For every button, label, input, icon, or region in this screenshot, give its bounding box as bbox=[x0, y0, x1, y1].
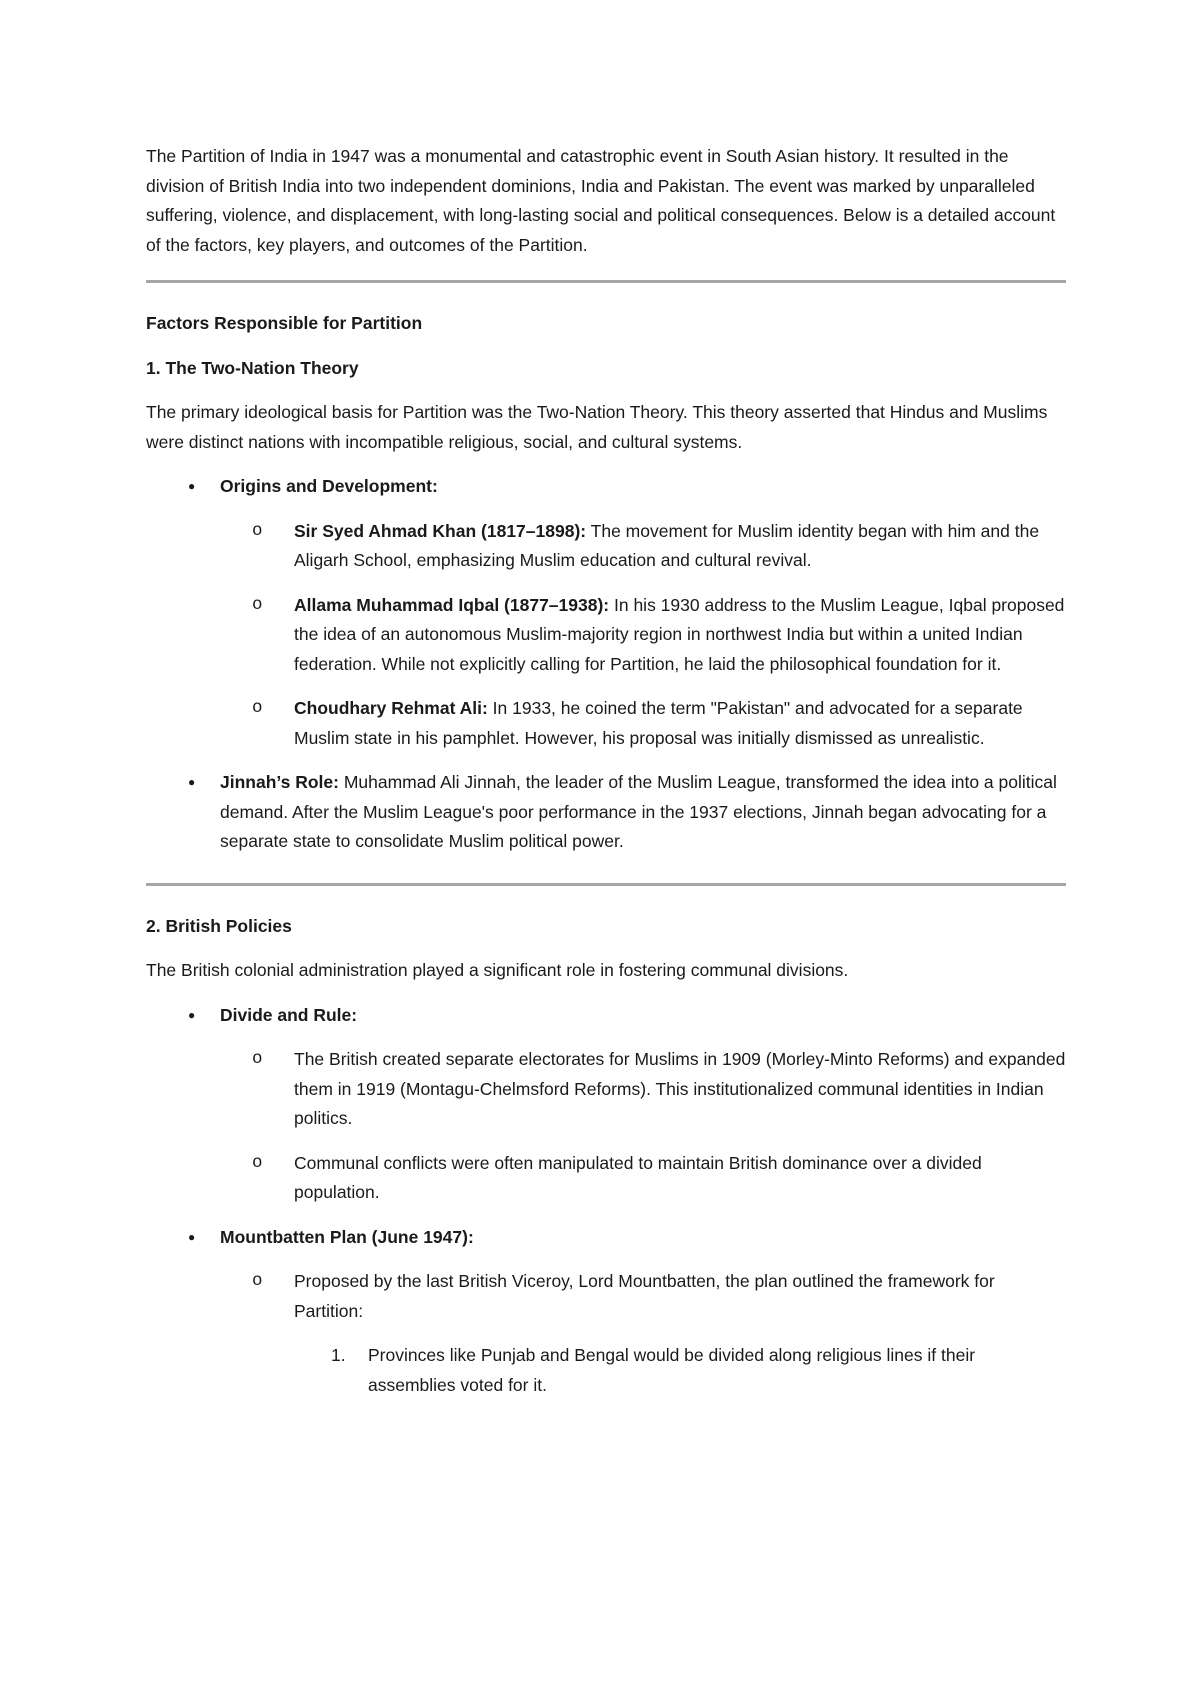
item-text: Provinces like Punjab and Bengal would be divided along religious lines if their assemblies voted for it. bbox=[368, 1345, 976, 1395]
sub-bullet-icon: o bbox=[252, 1152, 263, 1173]
sub-list-item bbox=[220, 694, 1066, 753]
bullet-icon: ● bbox=[188, 479, 196, 493]
item-bold-label: Sir Syed Ahmad Khan (1817–1898): bbox=[294, 520, 587, 541]
sub-list bbox=[220, 517, 1066, 754]
sub-bullet-icon: o bbox=[252, 594, 263, 615]
item-text: Muhammad Ali Jinnah, the leader of the Muslim League, transformed the idea into a political demand. After the Muslim League's poor performance in the 1937 elections, Jinnah began advocating for a separate state to consolidate Muslim political power. bbox=[220, 772, 1057, 851]
list-item bbox=[146, 472, 1066, 753]
subsection-heading-british-policies: 2. British Policies bbox=[146, 915, 292, 936]
bullet-icon: ● bbox=[188, 1007, 196, 1022]
bullet-label: Jinnah’s Role: bbox=[220, 772, 339, 792]
section-title: Factors Responsible for Partition bbox=[146, 313, 423, 333]
sub-list-item bbox=[220, 1267, 1066, 1400]
horizontal-rule bbox=[146, 883, 1066, 886]
item-text: The British created separate electorates for Muslims in 1909 (Morley-Minto Reforms) and expanded them in 1919 (Montagu-Chelmsford Reforms). This institutionalized communal identities in Indian politics. bbox=[294, 1049, 1066, 1128]
sub-bullet-icon: o bbox=[252, 1049, 263, 1069]
bullet-label: Divide and Rule: bbox=[220, 1004, 358, 1025]
bullet-label: Mountbatten Plan (June 1947): bbox=[220, 1226, 474, 1247]
sub-list bbox=[220, 1267, 1066, 1400]
subsection-heading-two-nation: 1. The Two-Nation Theory bbox=[146, 357, 359, 378]
sub-list-item bbox=[220, 1149, 1066, 1208]
item-text: In 1933, he coined the term "Pakistan" and advocated for a separate Muslim state in his pamphlet. However, his proposal was initially dismissed as unrealistic. bbox=[294, 698, 1023, 748]
sub-list-item bbox=[220, 517, 1066, 576]
item-text: Proposed by the last British Viceroy, Lord Mountbatten, the plan outlined the framework for Partition: bbox=[294, 1271, 995, 1321]
british-policies-bullet-list bbox=[146, 1001, 1066, 1401]
bullet-icon: ● bbox=[188, 775, 196, 789]
list-item bbox=[146, 1001, 1066, 1208]
item-text: Communal conflicts were often manipulated to maintain British dominance over a divided population. bbox=[294, 1152, 982, 1202]
two-nation-paragraph: The primary ideological basis for Partition was the Two-Nation Theory. This theory asserted that Hindus and Muslims were distinct nations with incompatible religious, social, and cultural systems. bbox=[146, 402, 1048, 452]
sub-bullet-icon: o bbox=[252, 520, 263, 541]
item-bold-label: Allama Muhammad Iqbal (1877–1938): bbox=[294, 594, 610, 615]
item-text: In his 1930 address to the Muslim League, Iqbal proposed the idea of an autonomous Muslim-majority region in northwest India but within a united Indian federation. While not explicitly calling for Partition, he laid the philosophical foundation for it. bbox=[294, 594, 1065, 674]
sub-bullet-icon: o bbox=[252, 1271, 263, 1291]
numbered-list-item bbox=[294, 1341, 1066, 1400]
numbered-list bbox=[294, 1341, 1066, 1400]
list-item bbox=[146, 768, 1066, 857]
horizontal-rule bbox=[146, 280, 1066, 283]
sub-list bbox=[220, 1045, 1066, 1208]
sub-list-item bbox=[220, 591, 1066, 680]
item-text: The movement for Muslim identity began with him and the Aligarh School, emphasizing Muslim education and cultural revival. bbox=[294, 520, 1040, 570]
list-item bbox=[146, 1223, 1066, 1401]
intro-paragraph: The Partition of India in 1947 was a monumental and catastrophic event in South Asian history. It resulted in the division of British India into two independent dominions, India and Pakistan. The event was marked by unparalleled suffering, violence, and displacement, with long-lasting social and political consequences. Below is a detailed account of the factors, key players, and outcomes of the Partition. bbox=[146, 146, 1056, 255]
sub-list-item bbox=[220, 1045, 1066, 1134]
item-bold-label: Choudhary Rehmat Ali: bbox=[294, 698, 488, 718]
bullet-icon: ● bbox=[188, 1229, 196, 1244]
sub-bullet-icon: o bbox=[252, 698, 263, 718]
british-policies-paragraph: The British colonial administration played a significant role in fostering communal divisions. bbox=[146, 960, 849, 980]
two-nation-bullet-list bbox=[146, 472, 1066, 857]
document-page bbox=[146, 142, 1066, 1415]
list-number: 1. bbox=[331, 1345, 346, 1365]
bullet-label: Origins and Development: bbox=[220, 476, 438, 496]
